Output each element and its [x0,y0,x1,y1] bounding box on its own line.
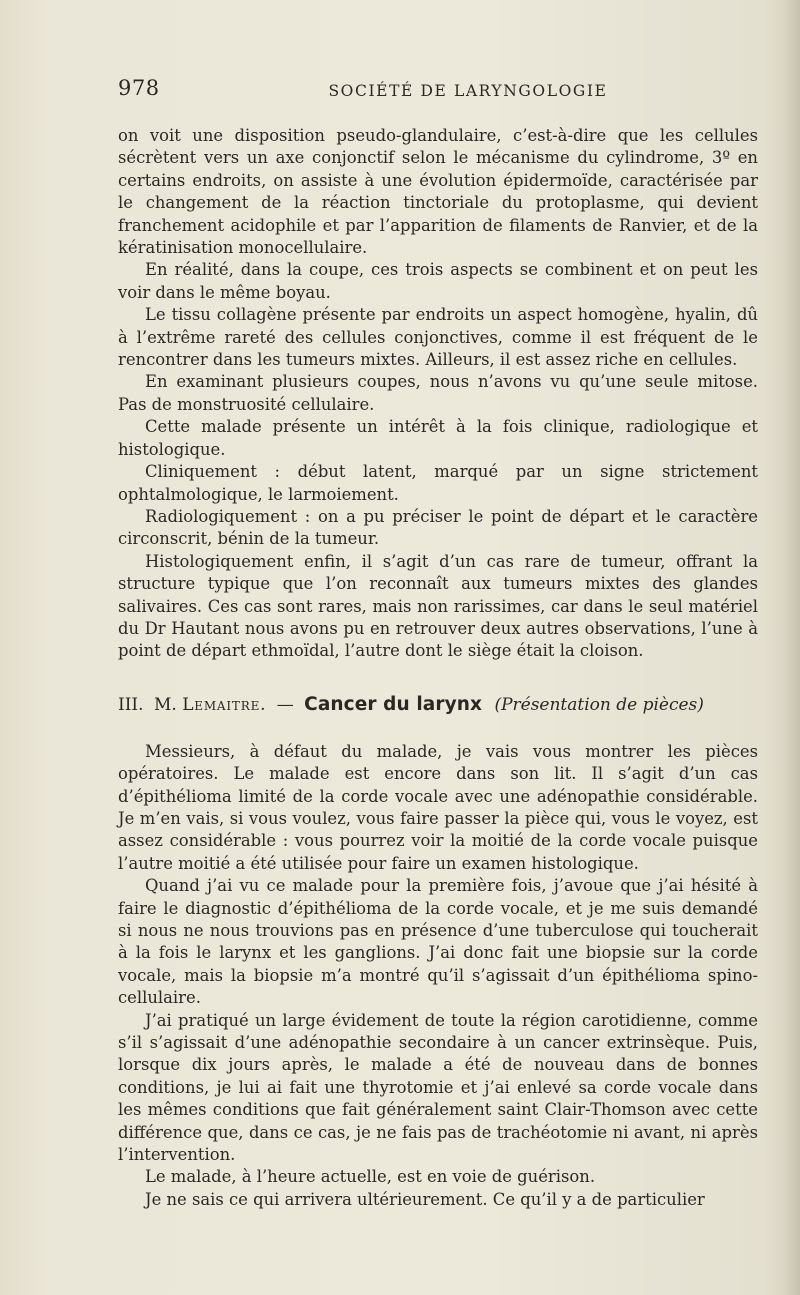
paragraph: En réalité, dans la coupe, ces trois aspects se combinent et on peut les voir dans le même boyau. [118,260,758,302]
paragraph: Quand j’ai vu ce malade pour la première fois, j’avoue que j’ai hésité à faire le diagnostic d’épithélioma de la corde vocale, et je me suis demandé si nous ne nous trouvions pas en présence d’une tuberculose qui toucherait à la fois le larynx et les ganglions. J’ai donc fait une biopsie sur la corde vocale, mais la biopsie m’a montré qu’il s’agissait d’un épithélioma spino-cellulaire. [118,876,758,1008]
paragraph: En examinant plusieurs coupes, nous n’avons vu qu’une seule mitose. Pas de monstruosité cellulaire. [118,372,758,414]
page-gutter-shadow [764,0,800,1295]
paragraph: Le tissu collagène présente par endroits un aspect homogène, hyalin, dû à l’extrême rareté des cellules conjonctives, comme il est fréquent de le rencontrer dans les tumeurs mixtes. Ailleurs, il est assez riche en cellules. [118,305,758,370]
paragraph: on voit une disposition pseudo-glandulaire, c’est-à-dire que les cellules sécrètent vers un axe conjonctif selon le mécanisme du cylindrome, 3º en certains endroits, on assiste à une évolution épidermoïde, caractérisée par le changement de la réaction tinctoriale du protoplasme, qui devient franchement acidophile et par l’apparition de filaments de Ranvier, et de la kératinisation monocellulaire. [118,126,758,258]
heading-dash: — [276,694,294,715]
paragraph: Je ne sais ce qui arrivera ultérieurement. Ce qu’il y a de particulier [145,1189,705,1209]
section-heading [118,693,758,717]
section-number: III. [118,694,144,715]
author-prefix: M. [153,694,177,715]
paragraph: Histologiquement enfin, il s’agit d’un cas rare de tumeur, offrant la structure typique que l’on reconnaît aux tumeurs mixtes des glandes salivaires. Ces cas sont rares, mais non rarissimes, car dans le seul matériel du Dr Hautant nous avons pu en retrouver deux autres observations, l’une à point de départ ethmoïdal, l’autre dont le siège était la cloison. [118,551,758,661]
section-gap [118,663,758,693]
author-name: Lemaitre. [182,694,267,715]
paragraph: Radiologiquement : on a pu préciser le point de départ et le caractère circonscrit, bénin de la tumeur. [118,506,758,549]
paragraph: J’ai pratiqué un large évidement de toute la région carotidienne, comme s’il s’agissait d’une adénopathie secondaire à un cancer extrinsèque. Puis, lorsque dix jours après, le malade a été de nouveau dans de bonnes conditions, je lui ai fait une thyrotomie et j’ai enlevé sa corde vocale dans les mêmes conditions que fait généralement saint Clair-Thomson avec cette différence que, dans ce cas, je ne fais pas de trachéotomie ni avant, ni après l’intervention. [118,1010,758,1165]
body-text [118,125,758,1211]
section-title: Cancer du larynx [304,693,483,715]
paragraph: Cette malade présente un intérêt à la fois clinique, radiologique et histologique. [118,417,758,459]
page-header [118,76,758,106]
paragraph: Le malade, à l’heure actuelle, est en voie de guérison. [145,1167,596,1187]
paragraph: Messieurs, à défaut du malade, je vais vous montrer les pièces opératoires. Le malade est encore dans son lit. Il s’agit d’un cas d’épithélioma limité de la corde vocale avec une adénopathie considérable. Je m’en vais, si vous voulez, vous faire passer la pièce qui, vous le voyez, est assez considérable : vous pourrez voir la moitié de la corde vocale puisque l’autre moitié a été utilisée pour faire un examen histologique. [118,741,758,873]
running-title: SOCIÉTÉ DE LARYNGOLOGIE [328,82,608,100]
paragraph: Cliniquement : début latent, marqué par un signe strictement ophtalmologique, le larmoiement. [118,462,758,504]
page-number: 978 [118,76,160,100]
section-subtitle: (Présentation de pièces) [494,694,704,715]
